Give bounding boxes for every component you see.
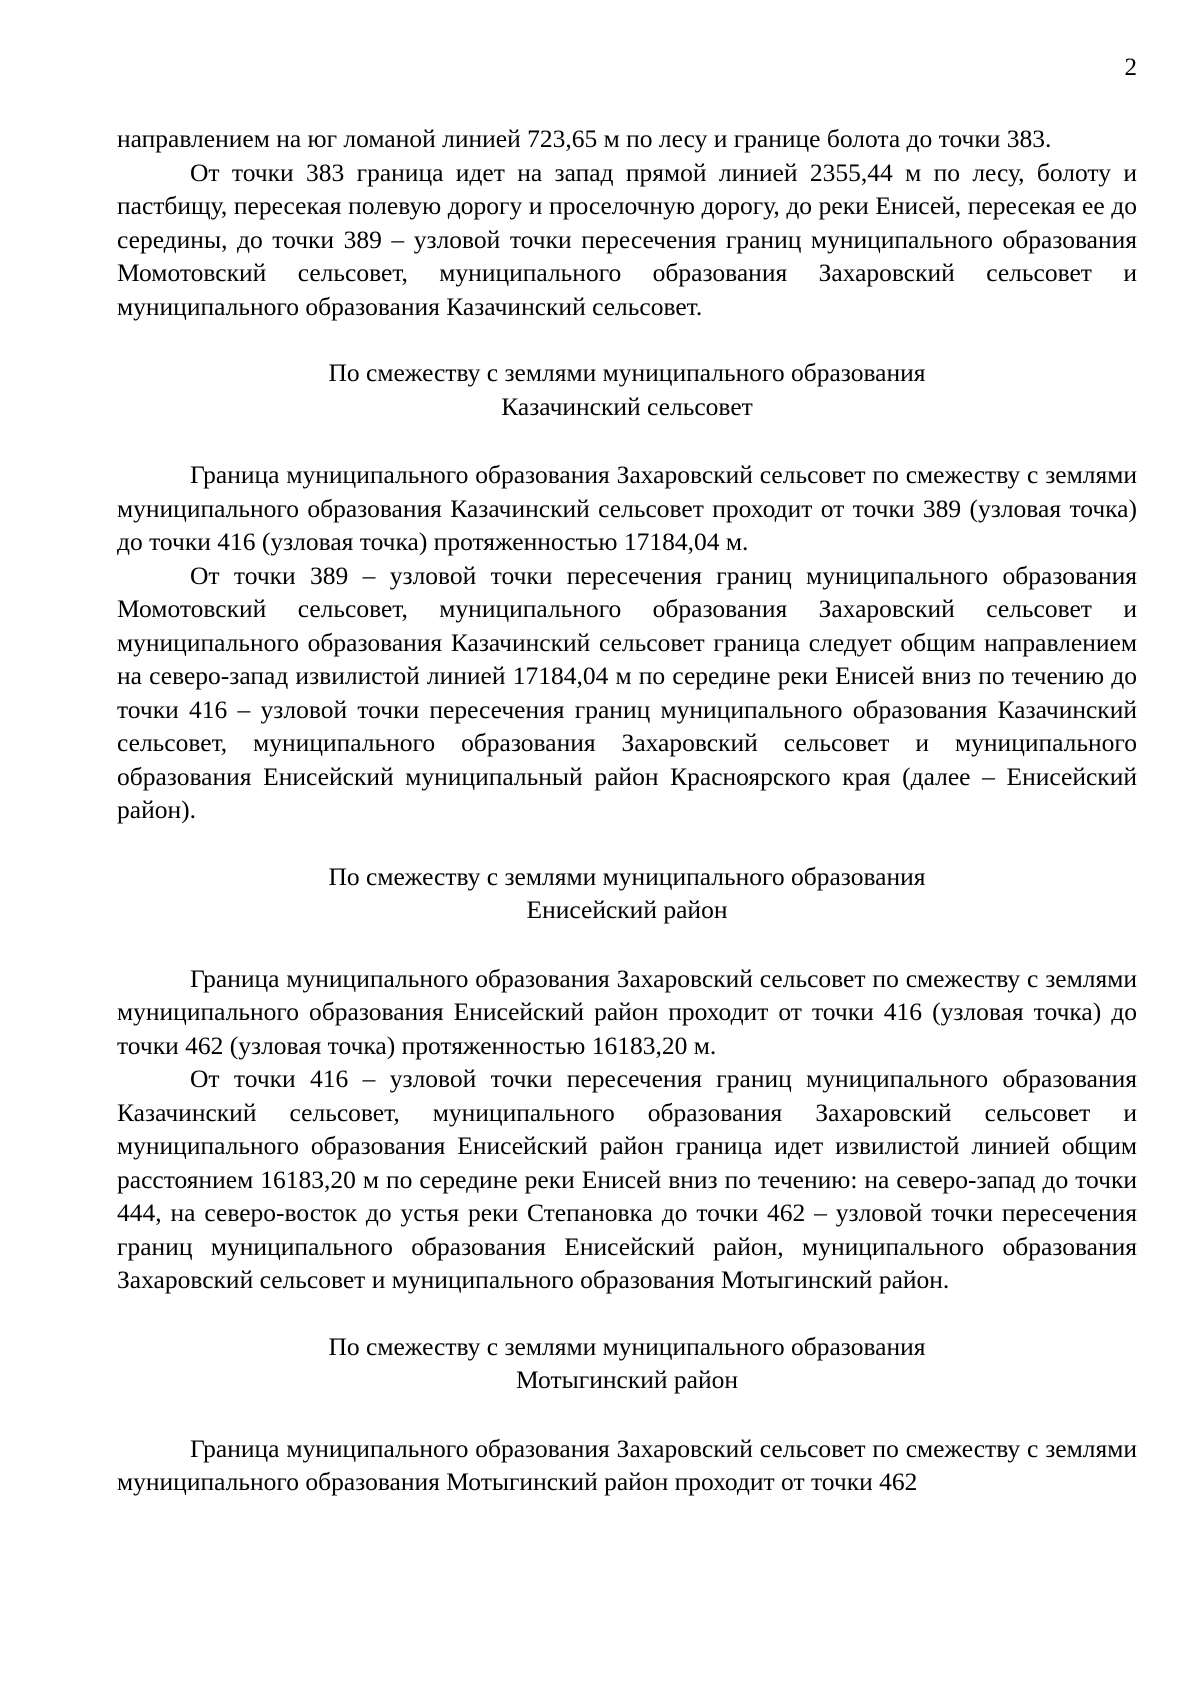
paragraph-kazachinsky-detail: От точки 389 – узловой точки пересечения границ муниципального образования Момотовский сельсовет, муниципального образования Захаровский сельсовет и муниципального образования Казачинский сельсовет граница следует общим направлением на северо-запад извилистой линией 17184,04 м по середине реки Енисей вниз по течению до точки 416 – узловой точки пересечения границ муниципального образования Казачинский сельсовет, муниципального образования Захаровский сельсовет и муниципального образования Енисейский муниципальный район Красноярского края (далее – Енисейский район). — [117, 560, 1137, 824]
section-heading-line: По смежеству с землями муниципального образования — [328, 1331, 926, 1361]
document-page — [117, 52, 1137, 1499]
section-heading-line: Мотыгинский район — [516, 1365, 738, 1394]
section-heading-line: По смежеству с землями муниципального образования — [328, 358, 926, 387]
section-heading-line: По смежеству с землями муниципального образования — [328, 861, 926, 891]
paragraph-eniseysky-summary: Граница муниципального образования Захаровский сельсовет по смежеству с землями муниципального образования Енисейский район проходит от точки 416 (узловая точка) до точки 462 (узловая точка) протяженностью 16183,20 м. — [117, 963, 1137, 1060]
section-heading-motyginsky — [117, 1330, 1137, 1397]
section-heading-eniseysky — [117, 860, 1137, 927]
page-number: 2 — [1124, 54, 1137, 81]
paragraph-point-383: От точки 383 граница идет на запад прямой линией 2355,44 м по лесу, болоту и пастбищу, пересекая полевую дорогу и проселочную дорогу, до реки Енисей, пересекая ее до середины, до точки 389 – узловой точки пересечения границ муниципального образования Момотовский сельсовет, муниципального образования Захаровский сельсовет и муниципального образования Казачинский сельсовет. — [117, 157, 1137, 321]
section-heading-line: Енисейский район — [526, 895, 728, 924]
paragraph-motyginsky-summary: Граница муниципального образования Захаровский сельсовет по смежеству с землями муниципального образования Мотыгинский район проходит от точки 462 — [117, 1433, 1137, 1496]
section-heading-kazachinsky — [117, 356, 1137, 423]
paragraph-continuation: направлением на юг ломаной линией 723,65 м по лесу и границе болота до точки 383. — [117, 124, 1052, 153]
section-heading-line: Казачинский сельсовет — [501, 391, 753, 421]
paragraph-eniseysky-detail: От точки 416 – узловой точки пересечения границ муниципального образования Казачинский сельсовет, муниципального образования Захаровский сельсовет и муниципального образования Енисейский район граница идет извилистой линией общим расстоянием 16183,20 м по середине реки Енисей вниз по течению: на северо-запад до точки 444, на северо-восток до устья реки Степановка до точки 462 – узловой точки пересечения границ муниципального образования Енисейский район, муниципального образования Захаровский сельсовет и муниципального образования Мотыгинский район. — [117, 1064, 1137, 1294]
paragraph-kazachinsky-summary: Граница муниципального образования Захаровский сельсовет по смежеству с землями муниципального образования Казачинский сельсовет проходит от точки 389 (узловая точка) до точки 416 (узловая точка) протяженностью 17184,04 м. — [117, 460, 1137, 556]
